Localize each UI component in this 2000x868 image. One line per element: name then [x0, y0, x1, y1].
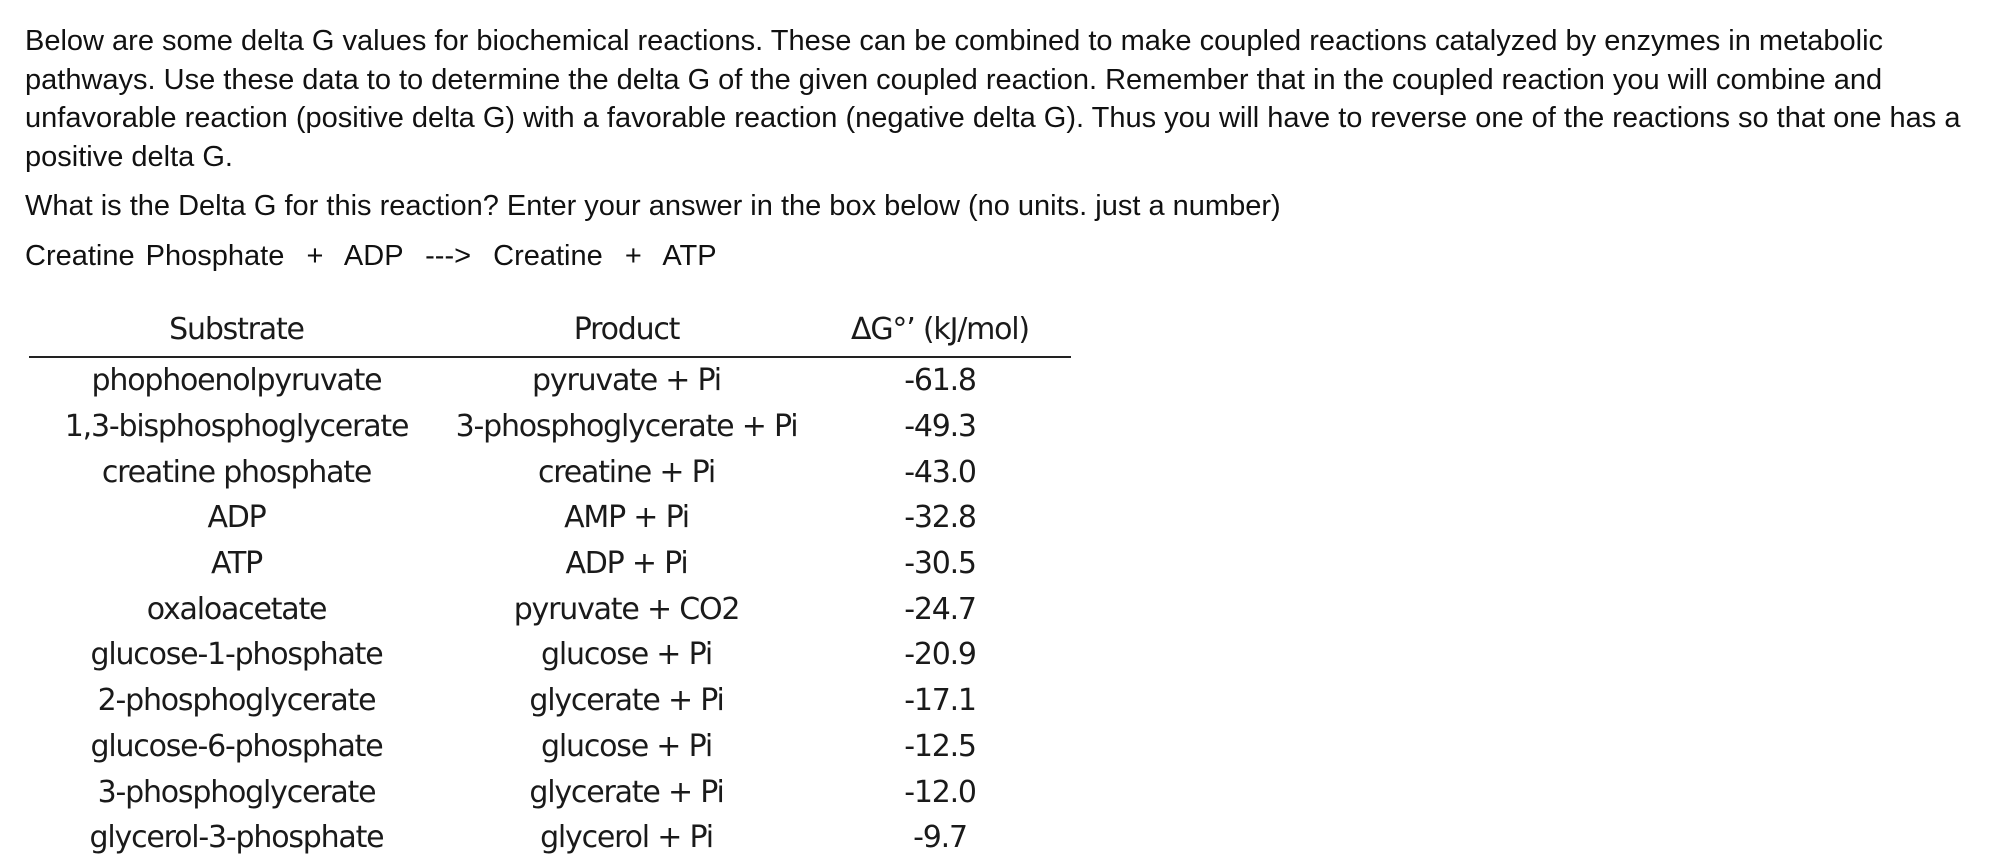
cell-substrate: glycerol-3-phosphate — [89, 820, 384, 856]
cell-product: AMP + Pi — [564, 500, 689, 536]
header-product: Product — [444, 302, 809, 357]
cell-substrate: ADP — [207, 500, 266, 536]
cell-delta-g: -12.5 — [904, 728, 976, 764]
cell-product: creatine + Pi — [538, 454, 715, 490]
cell-product: pyruvate + Pi — [532, 363, 721, 399]
question-prompt: What is the Delta G for this reaction? Enter your answer in the box below (no units. just a number) — [25, 190, 1281, 222]
cell-substrate: 2-phosphoglycerate — [97, 683, 376, 719]
cell-product: glucose + Pi — [541, 637, 712, 673]
table-row — [29, 586, 1071, 632]
cell-substrate: ATP — [210, 546, 262, 582]
cell-substrate: creatine phosphate — [101, 454, 372, 490]
cell-delta-g: -32.8 — [904, 500, 976, 536]
cell-delta-g: -30.5 — [904, 546, 976, 582]
cell-product: 3-phosphoglycerate + Pi — [455, 409, 798, 445]
table-row — [29, 404, 1071, 450]
header-substrate: Substrate — [29, 302, 444, 357]
cell-substrate: 1,3-bisphosphoglycerate — [64, 409, 409, 445]
cell-delta-g: -43.0 — [904, 454, 976, 490]
cell-delta-g: -9.7 — [913, 820, 967, 856]
cell-product: glycerate + Pi — [529, 774, 724, 810]
cell-product: glucose + Pi — [541, 728, 712, 764]
cell-product: glycerol + Pi — [540, 820, 713, 856]
cell-substrate: 3-phosphoglycerate — [97, 774, 376, 810]
cell-product: pyruvate + CO2 — [513, 591, 740, 627]
cell-substrate: glucose-6-phosphate — [90, 728, 383, 764]
table-row — [29, 769, 1071, 815]
cell-delta-g: -49.3 — [904, 409, 976, 445]
table-row — [29, 815, 1071, 861]
cell-delta-g: -17.1 — [904, 683, 976, 719]
cell-delta-g: -24.7 — [904, 591, 976, 627]
header-delta-g: ΔG°’ (kJ/mol) — [809, 302, 1071, 357]
table-row — [29, 632, 1071, 678]
delta-g-table — [29, 302, 1071, 861]
cell-product: glycerate + Pi — [529, 683, 724, 719]
cell-substrate: phophoenolpyruvate — [91, 363, 382, 399]
table-row — [29, 541, 1071, 587]
table-row — [29, 449, 1071, 495]
cell-substrate: glucose-1-phosphate — [90, 637, 383, 673]
table-body — [29, 357, 1071, 861]
table-row — [29, 724, 1071, 770]
table-row — [29, 357, 1071, 404]
cell-product: ADP + Pi — [565, 546, 688, 582]
table-header-row — [29, 302, 1071, 357]
coupled-reaction: Creatine Phosphate + ADP ---> Creatine + ATP — [25, 239, 717, 272]
table-row — [29, 495, 1071, 541]
question-intro: Below are some delta G values for biochemical reactions. These can be combined to make coupled reactions catalyzed by enzymes in metabolic pathways. Use these data to to determine the delta G of the given coupled reaction. Remember that in the coupled reaction you will combine and unfavorable reaction (positive delta G) with a favorable reaction (negative delta G). Thus you will have to reverse one of the reactions so that one has a positive delta G. — [25, 25, 1961, 173]
delta-g-table-container — [29, 302, 1071, 861]
cell-delta-g: -61.8 — [904, 363, 976, 399]
question-content — [25, 22, 1985, 275]
cell-substrate: oxaloacetate — [146, 591, 327, 627]
cell-delta-g: -12.0 — [904, 774, 976, 810]
table-row — [29, 678, 1071, 724]
cell-delta-g: -20.9 — [904, 637, 976, 673]
